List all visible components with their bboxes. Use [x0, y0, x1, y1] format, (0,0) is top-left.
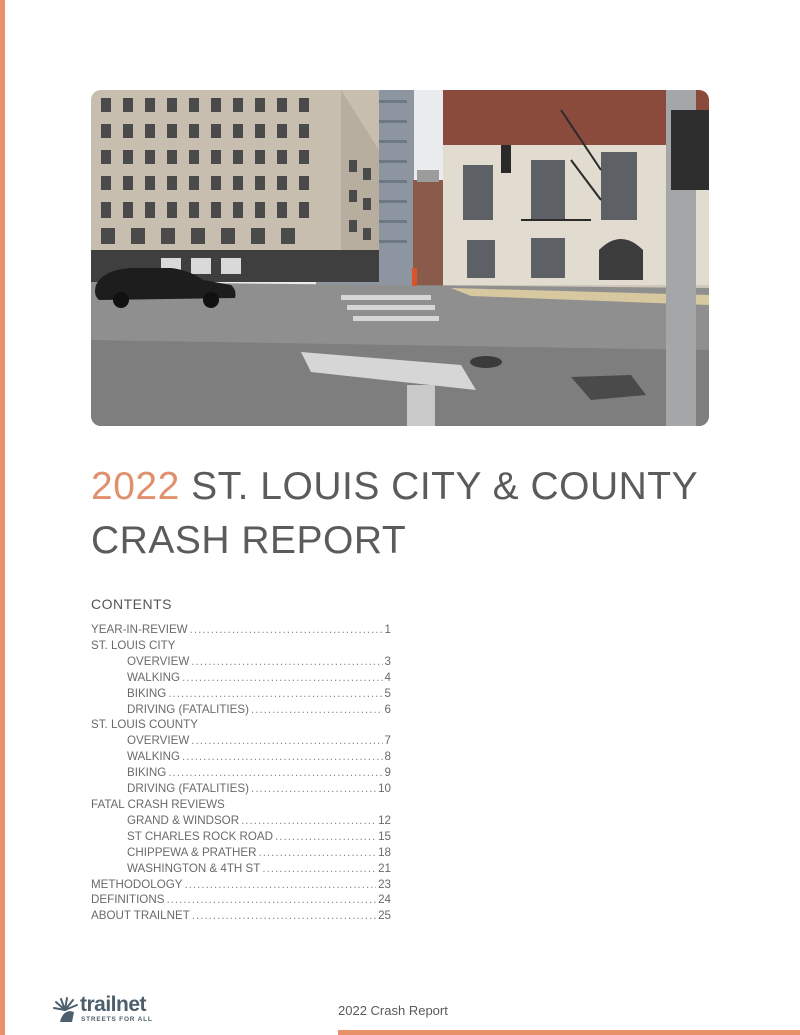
toc-entry[interactable] — [91, 781, 391, 797]
toc-entry-label: DRIVING (FATALITIES) — [127, 702, 249, 716]
toc-leader-dots — [251, 781, 376, 797]
toc-leader-dots — [182, 749, 383, 765]
toc-leader-dots — [241, 813, 376, 829]
toc-entry-label: ST CHARLES ROCK ROAD — [127, 829, 274, 843]
toc-entry-page: 23 — [378, 877, 391, 891]
toc-entry-page: 7 — [384, 734, 391, 748]
toc-entry-page: 4 — [384, 670, 391, 684]
toc-entry-label: DRIVING (FATALITIES) — [127, 782, 249, 796]
hero-photo — [91, 90, 709, 426]
toc-entry[interactable] — [91, 829, 391, 845]
toc-entry-label: ABOUT TRAILNET — [91, 909, 190, 923]
toc-entry-page: 3 — [384, 654, 391, 668]
toc-entry[interactable] — [91, 622, 391, 638]
toc-entry-page: 24 — [378, 893, 391, 907]
toc-entry-label: BIKING — [127, 686, 167, 700]
footer-text: 2022 Crash Report — [338, 1003, 448, 1018]
toc-entry-label: GRAND & WINDSOR — [127, 813, 240, 827]
toc-leader-dots — [190, 622, 383, 638]
toc-entry[interactable] — [91, 717, 391, 733]
toc-entry[interactable] — [91, 654, 391, 670]
footer-accent-rule — [338, 1030, 800, 1035]
street-intersection-photo — [91, 90, 709, 426]
toc-entry[interactable] — [91, 733, 391, 749]
toc-entry[interactable] — [91, 813, 391, 829]
toc-entry[interactable] — [91, 877, 391, 893]
title-year: 2022 — [91, 465, 180, 508]
logo-tagline: STREETS FOR ALL — [81, 1016, 153, 1023]
toc-entry-label: FATAL CRASH REVIEWS — [91, 797, 225, 811]
left-accent-rule — [0, 0, 5, 1035]
toc-entry-page: 6 — [384, 702, 391, 716]
toc-entry-page: 25 — [378, 909, 391, 923]
toc-entry[interactable] — [91, 686, 391, 702]
toc-entry-page: 21 — [378, 861, 391, 875]
toc-entry-page: 10 — [378, 782, 391, 796]
toc-leader-dots — [191, 654, 382, 670]
toc-entry-page: 9 — [384, 766, 391, 780]
toc-leader-dots — [192, 908, 376, 924]
toc-leader-dots — [258, 845, 376, 861]
toc-entry[interactable] — [91, 670, 391, 686]
toc-entry-label: YEAR-IN-REVIEW — [91, 623, 188, 636]
toc-entry[interactable] — [91, 702, 391, 718]
toc-entry[interactable] — [91, 765, 391, 781]
toc-entry-label: CHIPPEWA & PRATHER — [127, 845, 257, 859]
toc-entry[interactable] — [91, 797, 391, 813]
toc-leader-dots — [191, 733, 382, 749]
table-of-contents — [91, 622, 391, 924]
toc-leader-dots — [251, 702, 383, 718]
toc-leader-dots — [184, 877, 376, 893]
toc-leader-dots — [166, 892, 376, 908]
toc-entry[interactable] — [91, 861, 391, 877]
toc-leader-dots — [168, 686, 382, 702]
toc-entry-page: 8 — [384, 750, 391, 764]
toc-entry-label: ST. LOUIS CITY — [91, 638, 176, 652]
report-title — [91, 460, 751, 568]
toc-leader-dots — [182, 670, 383, 686]
toc-leader-dots — [275, 829, 376, 845]
toc-leader-dots — [262, 861, 376, 877]
toc-entry-page: 1 — [384, 623, 391, 636]
title-line2: CRASH REPORT — [91, 519, 407, 562]
toc-entry[interactable] — [91, 749, 391, 765]
toc-entry[interactable] — [91, 638, 391, 654]
trailnet-logo-icon — [50, 994, 80, 1024]
toc-entry-page: 12 — [378, 813, 391, 827]
toc-entry-label: OVERVIEW — [127, 654, 190, 668]
toc-entry-page: 18 — [378, 845, 391, 859]
toc-entry[interactable] — [91, 845, 391, 861]
trailnet-logo — [50, 993, 170, 1027]
toc-entry-label: DEFINITIONS — [91, 893, 165, 907]
toc-entry-label: WALKING — [127, 670, 181, 684]
logo-wordmark: trailnet — [80, 993, 147, 1016]
toc-entry[interactable] — [91, 908, 391, 924]
toc-entry-page: 5 — [384, 686, 391, 700]
toc-entry-label: WALKING — [127, 750, 181, 764]
toc-entry[interactable] — [91, 892, 391, 908]
toc-entry-label: BIKING — [127, 766, 167, 780]
toc-entry-label: OVERVIEW — [127, 734, 190, 748]
title-line1: ST. LOUIS CITY & COUNTY — [191, 465, 699, 508]
toc-entry-label: WASHINGTON & 4TH ST — [127, 861, 261, 875]
toc-leader-dots — [168, 765, 382, 781]
toc-entry-label: ST. LOUIS COUNTY — [91, 718, 198, 732]
toc-entry-page: 15 — [378, 829, 391, 843]
contents-heading: CONTENTS — [91, 596, 172, 612]
toc-entry-label: METHODOLOGY — [91, 877, 183, 891]
